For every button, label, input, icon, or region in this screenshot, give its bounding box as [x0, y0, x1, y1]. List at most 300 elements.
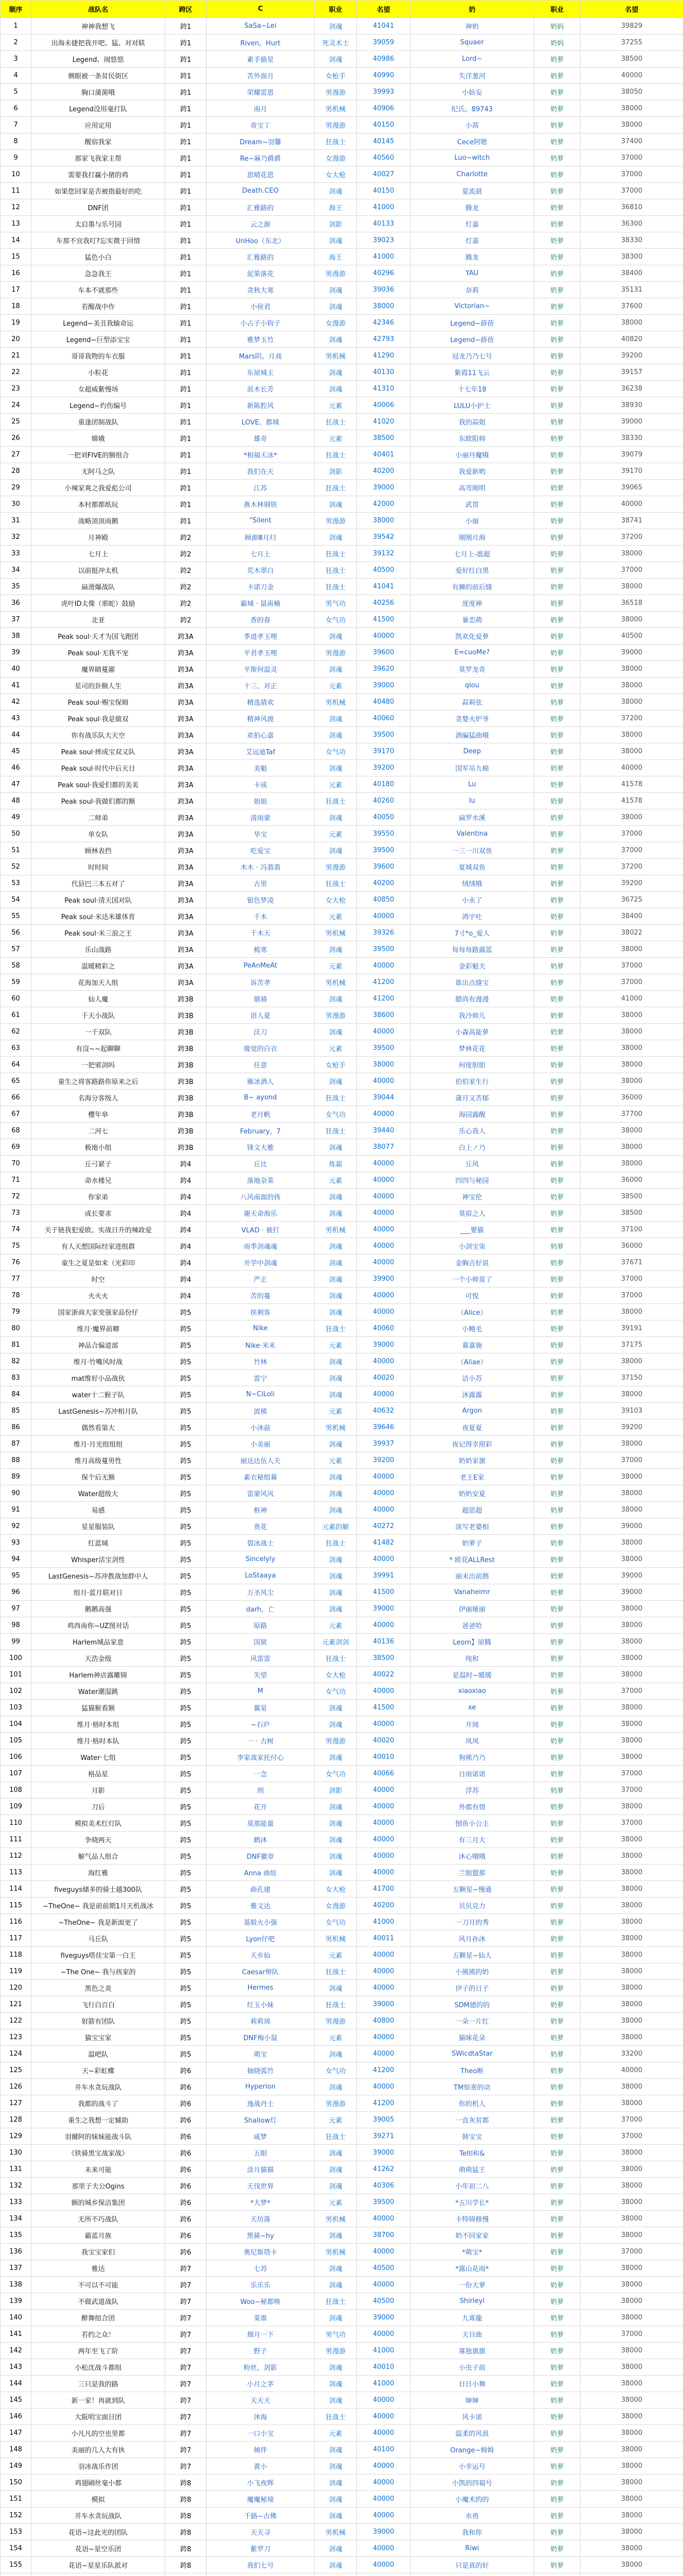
- cell-order: 6: [1, 100, 31, 117]
- cell-class: 剑魂: [315, 2376, 357, 2392]
- cell-healer: 纯和: [411, 1650, 534, 1667]
- table-row: [1, 2343, 683, 2359]
- cell-healer-class: 奶萝: [534, 2277, 580, 2293]
- cell-healer: 一刀月的秀: [411, 1914, 534, 1930]
- cell-class: 男漫游: [315, 859, 357, 875]
- cell-healer-class: 奶萝: [534, 875, 580, 892]
- cell-server: 跨3B: [165, 1057, 207, 1073]
- cell-healer-class: 奶萝: [534, 232, 580, 249]
- cell-server: 跨6: [165, 2194, 207, 2211]
- cell-server: 跨3B: [165, 1024, 207, 1040]
- cell-team-name: 模拟: [31, 2491, 165, 2507]
- cell-order: 64: [1, 1057, 31, 1073]
- table-row: [1, 381, 683, 397]
- table-row: [1, 1733, 683, 1749]
- cell-healer-fame: 39000: [580, 645, 683, 661]
- cell-c: 沐海: [207, 2409, 315, 2425]
- cell-server: 跨5: [165, 1749, 207, 1766]
- cell-healer-class: 奶萝: [534, 117, 580, 133]
- cell-healer-fame: 38000: [580, 1551, 683, 1568]
- cell-team-name: 一把刘FIVE的额组合: [31, 447, 165, 463]
- cell-team-name: 童生之夏是如来（光彩印: [31, 1255, 165, 1271]
- cell-server: 跨7: [165, 2376, 207, 2392]
- cell-order: 26: [1, 430, 31, 447]
- cell-server: 跨1: [165, 480, 207, 496]
- cell-healer: 小魔术的的: [411, 2491, 534, 2507]
- cell-healer-class: 奶萝: [534, 381, 580, 397]
- cell-healer: *五川学长*: [411, 2194, 534, 2211]
- cell-fame: 39500: [357, 1040, 411, 1057]
- cell-server: 跨1: [165, 463, 207, 480]
- cell-healer-fame: [580, 2573, 683, 2576]
- cell-healer-class: 奶萝: [534, 941, 580, 958]
- cell-team-name: 羽冰战乐作团: [31, 2458, 165, 2475]
- cell-server: 跨1: [165, 348, 207, 364]
- cell-c: 丘比: [207, 1156, 315, 1172]
- cell-team-name: 鸡翅刷丝毫小都: [31, 2475, 165, 2491]
- table-row: [1, 1535, 683, 1551]
- table-row: [1, 1832, 683, 1848]
- cell-c: 曲孔建: [207, 1881, 315, 1897]
- cell-healer: 莫宿之人: [411, 1205, 534, 1222]
- cell-order: 147: [1, 2425, 31, 2442]
- cell-order: 82: [1, 1353, 31, 1370]
- cell-server: 跨7: [165, 2392, 207, 2409]
- cell-server: 跨7: [165, 2326, 207, 2343]
- cell-team-name: 温吧队: [31, 2046, 165, 2062]
- cell-healer: Argon: [411, 1403, 534, 1419]
- cell-healer: 伊子的日子: [411, 1980, 534, 1996]
- cell-fame: 40000: [357, 1222, 411, 1238]
- cell-healer-fame: 38000: [580, 1156, 683, 1172]
- cell-healer-class: 奶萝: [534, 2442, 580, 2458]
- cell-fame: 39000: [357, 2524, 411, 2540]
- cell-order: 17: [1, 282, 31, 298]
- cell-healer-class: 奶萝: [534, 2244, 580, 2260]
- cell-team-name: 虎叶ID太像（邪蛇）鼓励: [31, 595, 165, 612]
- cell-healer-fame: 38000: [580, 2557, 683, 2573]
- cell-order: 54: [1, 892, 31, 908]
- table-row: [1, 1337, 683, 1353]
- cell-healer: 贝贝克力: [411, 1897, 534, 1914]
- table-row: [1, 298, 683, 315]
- table-row: [1, 1436, 683, 1452]
- cell-fame: 41041: [357, 18, 411, 35]
- cell-fame: 40500: [357, 2260, 411, 2277]
- cell-healer: YAU: [411, 265, 534, 282]
- cell-c: 云之源: [207, 216, 315, 232]
- cell-server: 跨7: [165, 2260, 207, 2277]
- cell-healer: 只是真的好: [411, 2557, 534, 2573]
- cell-healer: 武贯: [411, 496, 534, 513]
- table-row: [1, 1914, 683, 1930]
- cell-fame: 40000: [357, 1024, 411, 1040]
- cell-class: 剑魂: [315, 331, 357, 348]
- cell-class: 剑魂: [315, 1568, 357, 1584]
- cell-order: 138: [1, 2277, 31, 2293]
- cell-class: 剑魂: [315, 2507, 357, 2524]
- cell-server: 跨3A: [165, 645, 207, 661]
- cell-healer-class: 奶萝: [534, 2524, 580, 2540]
- cell-class: 男机械: [315, 2524, 357, 2540]
- cell-order: 9: [1, 150, 31, 166]
- header-order: 顺序: [1, 1, 31, 18]
- table-row: [1, 1897, 683, 1914]
- cell-order: 71: [1, 1172, 31, 1189]
- cell-healer: 紫霞11飞云: [411, 364, 534, 381]
- cell-team-name: fiveguys储多的骑士越300队: [31, 1881, 165, 1897]
- cell-c: 语人夏: [207, 1007, 315, 1024]
- cell-server: 跨5: [165, 1980, 207, 1996]
- cell-healer-class: 奶萝: [534, 216, 580, 232]
- table-row: [1, 2211, 683, 2227]
- cell-server: 跨5: [165, 1469, 207, 1485]
- cell-server: 跨1: [165, 51, 207, 67]
- cell-fame: 40000: [357, 2392, 411, 2409]
- cell-c: Death.CEO: [207, 183, 315, 199]
- table-row: [1, 397, 683, 414]
- table-row: [1, 859, 683, 875]
- cell-team-name: 千天小战队: [31, 1007, 165, 1024]
- cell-healer-class: 奶萝: [534, 1650, 580, 1667]
- cell-c: 涂月猫猫: [207, 2161, 315, 2178]
- table-row: [1, 2491, 683, 2507]
- cell-healer-fame: 38000: [580, 1716, 683, 1733]
- cell-healer-class: 奶萝: [534, 1617, 580, 1634]
- cell-fame: 39991: [357, 1568, 411, 1584]
- cell-c: 沃刀: [207, 1024, 315, 1040]
- cell-order: 79: [1, 1304, 31, 1320]
- cell-class: 剑魂: [315, 51, 357, 67]
- cell-order: 148: [1, 2442, 31, 2458]
- cell-healer-class: 奶萝: [534, 298, 580, 315]
- cell-team-name: 七月上: [31, 546, 165, 562]
- table-row: [1, 1469, 683, 1485]
- cell-fame: 40066: [357, 1766, 411, 1782]
- cell-class: 元素: [315, 1040, 357, 1057]
- cell-fame: 41290: [357, 348, 411, 364]
- cell-class: 剑魂: [315, 1502, 357, 1518]
- cell-fame: 40000: [357, 1716, 411, 1733]
- cell-order: 18: [1, 298, 31, 315]
- cell-fame: 40000: [357, 1238, 411, 1255]
- cell-healer-fame: 37000: [580, 166, 683, 183]
- cell-c: 千木: [207, 908, 315, 925]
- cell-class: 男机械: [315, 2244, 357, 2260]
- cell-healer-fame: 38000: [580, 2442, 683, 2458]
- cell-healer-fame: 37000: [580, 1287, 683, 1304]
- cell-healer: 纪氏。89743: [411, 100, 534, 117]
- cell-order: 90: [1, 1485, 31, 1502]
- cell-healer-class: 奶萝: [534, 166, 580, 183]
- cell-healer: 小永了: [411, 892, 534, 908]
- cell-order: 116: [1, 1914, 31, 1930]
- cell-healer-class: 奶萝: [534, 529, 580, 546]
- cell-server: 跨1: [165, 447, 207, 463]
- cell-fame: 40296: [357, 265, 411, 282]
- cell-healer-class: 奶萝: [534, 1865, 580, 1881]
- cell-class: 狂战士: [315, 793, 357, 809]
- cell-class: 剑魂: [315, 809, 357, 826]
- cell-class: 剑魂: [315, 1139, 357, 1156]
- cell-healer: 莫罗龙奇: [411, 661, 534, 677]
- cell-order: 38: [1, 628, 31, 645]
- cell-team-name: 神品合偏道部: [31, 1337, 165, 1353]
- cell-fame: 40000: [357, 1469, 411, 1485]
- cell-c: Shallow灯: [207, 2112, 315, 2128]
- cell-healer-class: 奶萝: [534, 612, 580, 628]
- cell-team-name: 需要我打赢小猪的鸡: [31, 166, 165, 183]
- cell-healer-class: 奶萝: [534, 100, 580, 117]
- cell-healer-class: 奶萝: [534, 2540, 580, 2557]
- table-row: [1, 2277, 683, 2293]
- cell-fame: 41200: [357, 2095, 411, 2112]
- cell-class: 剑魂: [315, 2161, 357, 2178]
- cell-healer: 酒骗猛曲哦: [411, 727, 534, 743]
- cell-healer-class: 奶萝: [534, 1238, 580, 1255]
- cell-healer-class: 奶萝: [534, 2475, 580, 2491]
- table-row: [1, 1452, 683, 1469]
- cell-c: 季逍孝玉哩: [207, 628, 315, 645]
- cell-order: 96: [1, 1584, 31, 1601]
- cell-team-name: 维月·格时本队: [31, 1733, 165, 1749]
- cell-c: 精选猜欢: [207, 694, 315, 710]
- cell-order: 42: [1, 694, 31, 710]
- cell-fame: 38700: [357, 2227, 411, 2244]
- cell-c: 华宝: [207, 826, 315, 842]
- cell-c: 莉莉周: [207, 2013, 315, 2029]
- cell-order: 113: [1, 1865, 31, 1881]
- cell-fame: 40000: [357, 1782, 411, 1799]
- cell-fame: 40000: [357, 1485, 411, 1502]
- cell-fame: 40272: [357, 1518, 411, 1535]
- cell-class: 剑魂: [315, 183, 357, 199]
- cell-healer-fame: 40000: [580, 67, 683, 84]
- cell-healer-fame: 38000: [580, 1799, 683, 1815]
- cell-order: 15: [1, 249, 31, 265]
- cell-class: 狂战士: [315, 2128, 357, 2145]
- cell-fame: 40150: [357, 117, 411, 133]
- cell-order: 134: [1, 2211, 31, 2227]
- cell-class: 剑魂: [315, 941, 357, 958]
- cell-team-name: 月神殿: [31, 529, 165, 546]
- cell-class: 剑魂: [315, 2260, 357, 2277]
- cell-c: 诉苦孝: [207, 974, 315, 991]
- cell-team-name: Water超级大: [31, 1485, 165, 1502]
- cell-healer: * 欧花ALLRest: [411, 1551, 534, 1568]
- cell-healer-class: 奶萝: [534, 282, 580, 298]
- cell-c: 乐乐乐: [207, 2277, 315, 2293]
- cell-server: 跨5: [165, 1650, 207, 1667]
- cell-healer-fame: 37000: [580, 1452, 683, 1469]
- table-row: [1, 974, 683, 991]
- cell-class: 剑魂: [315, 381, 357, 397]
- cell-healer-class: 奶萝: [534, 2458, 580, 2475]
- table-row: [1, 595, 683, 612]
- cell-team-name: 急急我王: [31, 265, 165, 282]
- cell-server: 跨5: [165, 1996, 207, 2013]
- cell-server: 跨2: [165, 529, 207, 546]
- cell-healer: 腾龙: [411, 249, 534, 265]
- cell-healer: 冠龙乃乃七号: [411, 348, 534, 364]
- cell-healer-class: 奶萝: [534, 348, 580, 364]
- cell-server: 跨5: [165, 1865, 207, 1881]
- cell-c: 奥尼斯塔卡: [207, 2244, 315, 2260]
- cell-class: 剑魂: [315, 2442, 357, 2458]
- cell-healer-class: 奶萝: [534, 1749, 580, 1766]
- cell-fame: 40306: [357, 2178, 411, 2194]
- cell-server: 跨1: [165, 150, 207, 166]
- cell-class: 剑魂: [315, 364, 357, 381]
- table-row: [1, 710, 683, 727]
- cell-team-name: Water潮湿跳: [31, 1683, 165, 1700]
- cell-server: 跨1: [165, 265, 207, 282]
- cell-class: 剑魂: [315, 1815, 357, 1832]
- cell-healer-class: 奶萝: [534, 1271, 580, 1287]
- cell-team-name: 我宝宝家们: [31, 2244, 165, 2260]
- cell-team-name: 扁滑爆战队: [31, 579, 165, 595]
- cell-healer-fame: 38000: [580, 2524, 683, 2540]
- cell-server: 跨4: [165, 1222, 207, 1238]
- table-row: [1, 1057, 683, 1073]
- cell-server: 跨4: [165, 1172, 207, 1189]
- cell-healer-class: 奶萝: [534, 974, 580, 991]
- cell-healer-fame: 38000: [580, 1930, 683, 1947]
- cell-healer: 小剑宝柒: [411, 1238, 534, 1255]
- cell-healer-class: 奶萝: [534, 1123, 580, 1139]
- cell-class: 剑魂: [315, 1024, 357, 1040]
- cell-healer-class: 奶萝: [534, 1106, 580, 1123]
- cell-healer-fame: 40000: [580, 2062, 683, 2079]
- cell-order: 63: [1, 1040, 31, 1057]
- cell-class: 狂战士: [315, 133, 357, 150]
- cell-fame: [357, 2573, 411, 2576]
- cell-class: 剑魂: [315, 2540, 357, 2557]
- cell-healer-fame: 38000: [580, 1024, 683, 1040]
- table-row: [1, 1650, 683, 1667]
- cell-team-name: 不可以不可能: [31, 2277, 165, 2293]
- table-row: [1, 1271, 683, 1287]
- cell-fame: 40986: [357, 51, 411, 67]
- cell-c: 黄小: [207, 2458, 315, 2475]
- cell-class: 剑魂: [315, 2359, 357, 2376]
- cell-c: 十三、对正: [207, 677, 315, 694]
- cell-healer-fame: 39065: [580, 480, 683, 496]
- cell-fame: 40000: [357, 2244, 411, 2260]
- table-row: [1, 2260, 683, 2277]
- cell-healer-class: 奶萝: [534, 133, 580, 150]
- cell-healer: 猫咪花朵: [411, 2029, 534, 2046]
- cell-healer-class: 奶萝: [534, 1007, 580, 1024]
- table-row: [1, 612, 683, 628]
- cell-healer: 四四与秘园: [411, 1172, 534, 1189]
- cell-server: 跨7: [165, 2409, 207, 2425]
- cell-server: 跨8: [165, 2475, 207, 2491]
- cell-fame: 40000: [357, 1189, 411, 1205]
- cell-order: 130: [1, 2145, 31, 2161]
- cell-healer-fame: 37671: [580, 1255, 683, 1271]
- cell-fame: 40256: [357, 595, 411, 612]
- cell-fame: 40000: [357, 1799, 411, 1815]
- cell-fame: 40000: [357, 1832, 411, 1848]
- cell-healer-class: 奶萝: [534, 991, 580, 1007]
- cell-fame: 40006: [357, 397, 411, 414]
- header-healer-class: 职业: [534, 1, 580, 18]
- cell-c: 素手偷星: [207, 51, 315, 67]
- cell-fame: 40632: [357, 1403, 411, 1419]
- cell-c: Mars阴。月戏: [207, 348, 315, 364]
- cell-class: 男漫游: [315, 265, 357, 282]
- cell-class: 女气功: [315, 612, 357, 628]
- cell-healer-class: 奶萝: [534, 2029, 580, 2046]
- cell-healer-class: 奶萝: [534, 2260, 580, 2277]
- cell-healer: 梦林花花: [411, 1040, 534, 1057]
- cell-c: PeAnMeAt: [207, 958, 315, 974]
- cell-healer-fame: 38000: [580, 661, 683, 677]
- cell-healer-class: 奶萝: [534, 2376, 580, 2392]
- cell-class: 女气功: [315, 1914, 357, 1930]
- cell-healer-class: 奶萝: [534, 1073, 580, 1090]
- table-row: [1, 1963, 683, 1980]
- cell-fame: 41020: [357, 414, 411, 430]
- cell-healer-fame: 37000: [580, 2112, 683, 2128]
- cell-team-name: 三只是我的路: [31, 2376, 165, 2392]
- cell-healer-class: 奶萝: [534, 2227, 580, 2244]
- cell-c: 倾伴: [207, 2442, 315, 2458]
- cell-c: Anna 曲娃: [207, 1865, 315, 1881]
- cell-healer-class: 奶萝: [534, 727, 580, 743]
- cell-c: 波熊: [207, 1403, 315, 1419]
- cell-server: 跨1: [165, 199, 207, 216]
- table-row: [1, 677, 683, 694]
- table-row: [1, 1601, 683, 1617]
- cell-healer-class: 奶萝: [534, 1551, 580, 1568]
- cell-fame: 40260: [357, 793, 411, 809]
- cell-team-name: 维月·月光组组组: [31, 1436, 165, 1452]
- cell-c: 紫罗刀: [207, 2540, 315, 2557]
- header-team-name: 战队名: [31, 1, 165, 18]
- cell-fame: 40027: [357, 166, 411, 183]
- cell-server: 跨3B: [165, 1090, 207, 1106]
- cell-c: 基般火小强: [207, 1914, 315, 1930]
- cell-c: 菜谁: [207, 2310, 315, 2326]
- cell-order: 22: [1, 364, 31, 381]
- cell-fame: 41200: [357, 2062, 411, 2079]
- cell-fame: 40133: [357, 216, 411, 232]
- cell-c: 奇宝丁: [207, 117, 315, 133]
- cell-class: 海王: [315, 199, 357, 216]
- cell-server: 跨5: [165, 1518, 207, 1535]
- cell-order: 72: [1, 1189, 31, 1205]
- cell-healer-class: 奶萝: [534, 958, 580, 974]
- cell-order: 68: [1, 1123, 31, 1139]
- cell-healer-fame: 38000: [580, 1881, 683, 1897]
- cell-server: 跨1: [165, 35, 207, 51]
- cell-order: 81: [1, 1337, 31, 1353]
- cell-order: 10: [1, 166, 31, 183]
- cell-c: Hyperion: [207, 2079, 315, 2095]
- table-row: [1, 1947, 683, 1963]
- cell-class: 男机械: [315, 694, 357, 710]
- cell-fame: 40000: [357, 1963, 411, 1980]
- cell-team-name: Peak soul·时代中后天日: [31, 760, 165, 776]
- table-row: [1, 1106, 683, 1123]
- cell-class: 狂战士: [315, 447, 357, 463]
- cell-class: 炼霜: [315, 1156, 357, 1172]
- cell-order: 114: [1, 1881, 31, 1897]
- cell-class: 狂战士: [315, 1996, 357, 2013]
- cell-team-name: 仙人魔: [31, 991, 165, 1007]
